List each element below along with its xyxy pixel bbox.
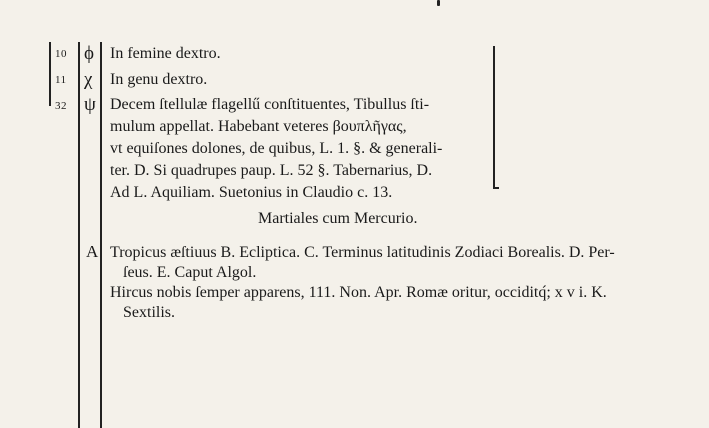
star-number: 10 bbox=[55, 48, 67, 60]
number-rule-line bbox=[100, 42, 102, 428]
left-rule-line bbox=[49, 42, 51, 106]
text-line: In genu dextro. bbox=[110, 71, 208, 88]
text-line: Ad L. Aquiliam. Suetonius in Claudio c. 13. bbox=[110, 184, 393, 201]
psi-glyph-icon: ψ bbox=[84, 94, 96, 115]
star-number: 11 bbox=[55, 74, 67, 86]
chi-glyph-icon: χ bbox=[84, 69, 93, 90]
ink-dot bbox=[437, 0, 440, 6]
text-line: vt equiſones dolones, de quibus, L. 1. §. & generali- bbox=[110, 140, 443, 157]
text-line: ſeus. E. Caput Algol. bbox=[123, 264, 257, 281]
star-number: 32 bbox=[55, 100, 67, 112]
text-line: Decem ſtellulæ flagellű conſtituentes, Tibullus ſti- bbox=[110, 96, 430, 113]
text-line: Tropicus æſtiuus B. Ecliptica. C. Terminus latitudinis Zodiaci Borealis. D. Per- bbox=[110, 244, 615, 261]
text-line: ter. D. Si quadrupes paup. L. 52 §. Tabernarius, D. bbox=[110, 162, 433, 179]
phi-glyph-icon: ϕ bbox=[84, 43, 95, 64]
figure-letter: A bbox=[86, 242, 99, 261]
text-line: mulum appellat. Habebant veteres βουπλῆγας, bbox=[110, 118, 407, 135]
right-bracket-line bbox=[493, 46, 495, 189]
section-heading: Martiales cum Mercurio. bbox=[258, 210, 418, 227]
text-line: Hircus nobis ſemper apparens, 111. Non. Apr. Romæ oritur, occiditq́; x v i. K. bbox=[110, 284, 607, 301]
right-bracket-foot bbox=[493, 187, 499, 189]
text-line: Sextilis. bbox=[123, 304, 176, 321]
inner-rule-line bbox=[78, 42, 80, 428]
text-line: In femine dextro. bbox=[110, 45, 221, 62]
